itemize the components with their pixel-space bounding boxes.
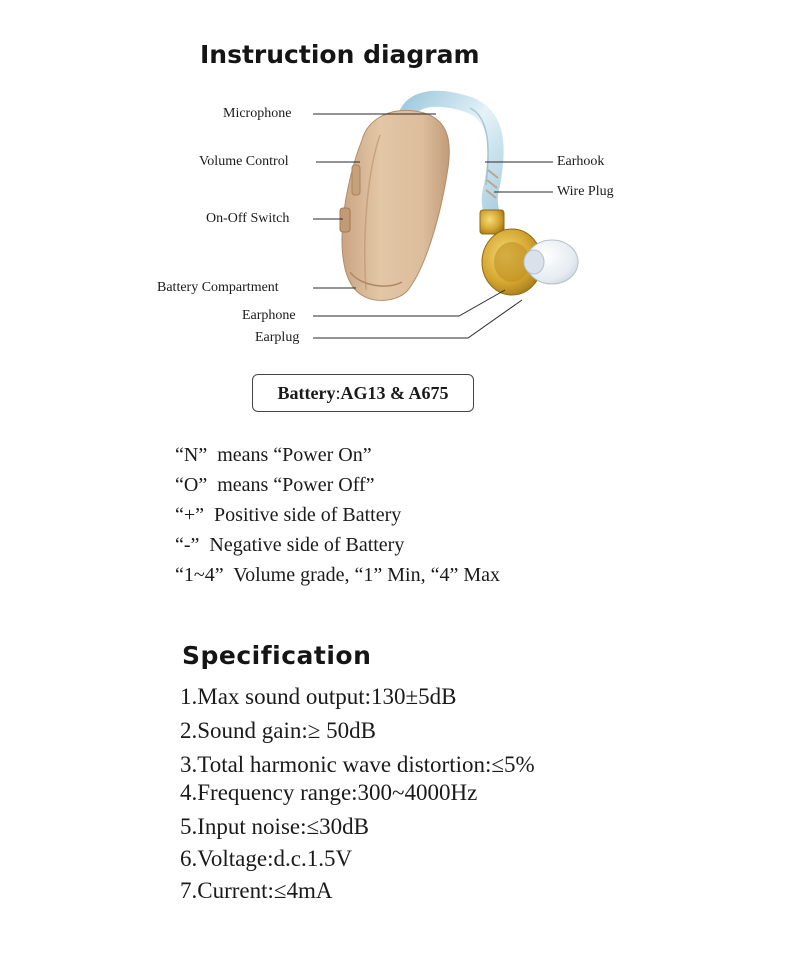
legend-item: “+” Positive side of Battery — [175, 504, 402, 526]
instruction-diagram-title: Instruction diagram — [200, 40, 480, 69]
battery-label: Battery — [277, 382, 336, 403]
legend-item: “O” means “Power Off” — [175, 474, 375, 496]
battery-info-box — [252, 374, 474, 412]
wire-plug-connector — [480, 210, 504, 234]
hearing-aid-diagram — [0, 0, 790, 360]
hearing-aid-body — [342, 110, 449, 300]
spec-item: 7.Current:≤4mA — [180, 878, 333, 903]
callout-volume-control: Volume Control — [199, 154, 289, 169]
spec-item: 5.Input noise:≤30dB — [180, 814, 369, 839]
callout-earhook: Earhook — [557, 154, 605, 169]
callout-microphone: Microphone — [223, 106, 292, 121]
spec-item: 3.Total harmonic wave distortion:≤5% — [180, 752, 535, 777]
spec-item: 1.Max sound output:130±5dB — [180, 684, 457, 709]
callout-wire-plug: Wire Plug — [557, 184, 614, 199]
callout-earplug: Earplug — [255, 330, 300, 345]
spec-item: 2.Sound gain:≥ 50dB — [180, 718, 376, 743]
specification-title: Specification — [182, 641, 372, 670]
spec-item: 6.Voltage:d.c.1.5V — [180, 846, 353, 871]
callout-earphone: Earphone — [242, 308, 296, 323]
battery-value: AG13 & A675 — [340, 382, 449, 403]
on-off-switch — [340, 208, 350, 232]
spec-item: 4.Frequency range:300~4000Hz — [180, 780, 478, 805]
callout-battery-compartment: Battery Compartment — [157, 280, 279, 295]
legend-item: “-” Negative side of Battery — [175, 534, 405, 556]
volume-control-wheel — [352, 165, 360, 195]
battery-separator: : — [335, 382, 341, 403]
legend-item: “1~4” Volume grade, “1” Min, “4” Max — [175, 564, 500, 586]
callout-on-off-switch: On-Off Switch — [206, 211, 290, 226]
legend-item: “N” means “Power On” — [175, 444, 372, 466]
